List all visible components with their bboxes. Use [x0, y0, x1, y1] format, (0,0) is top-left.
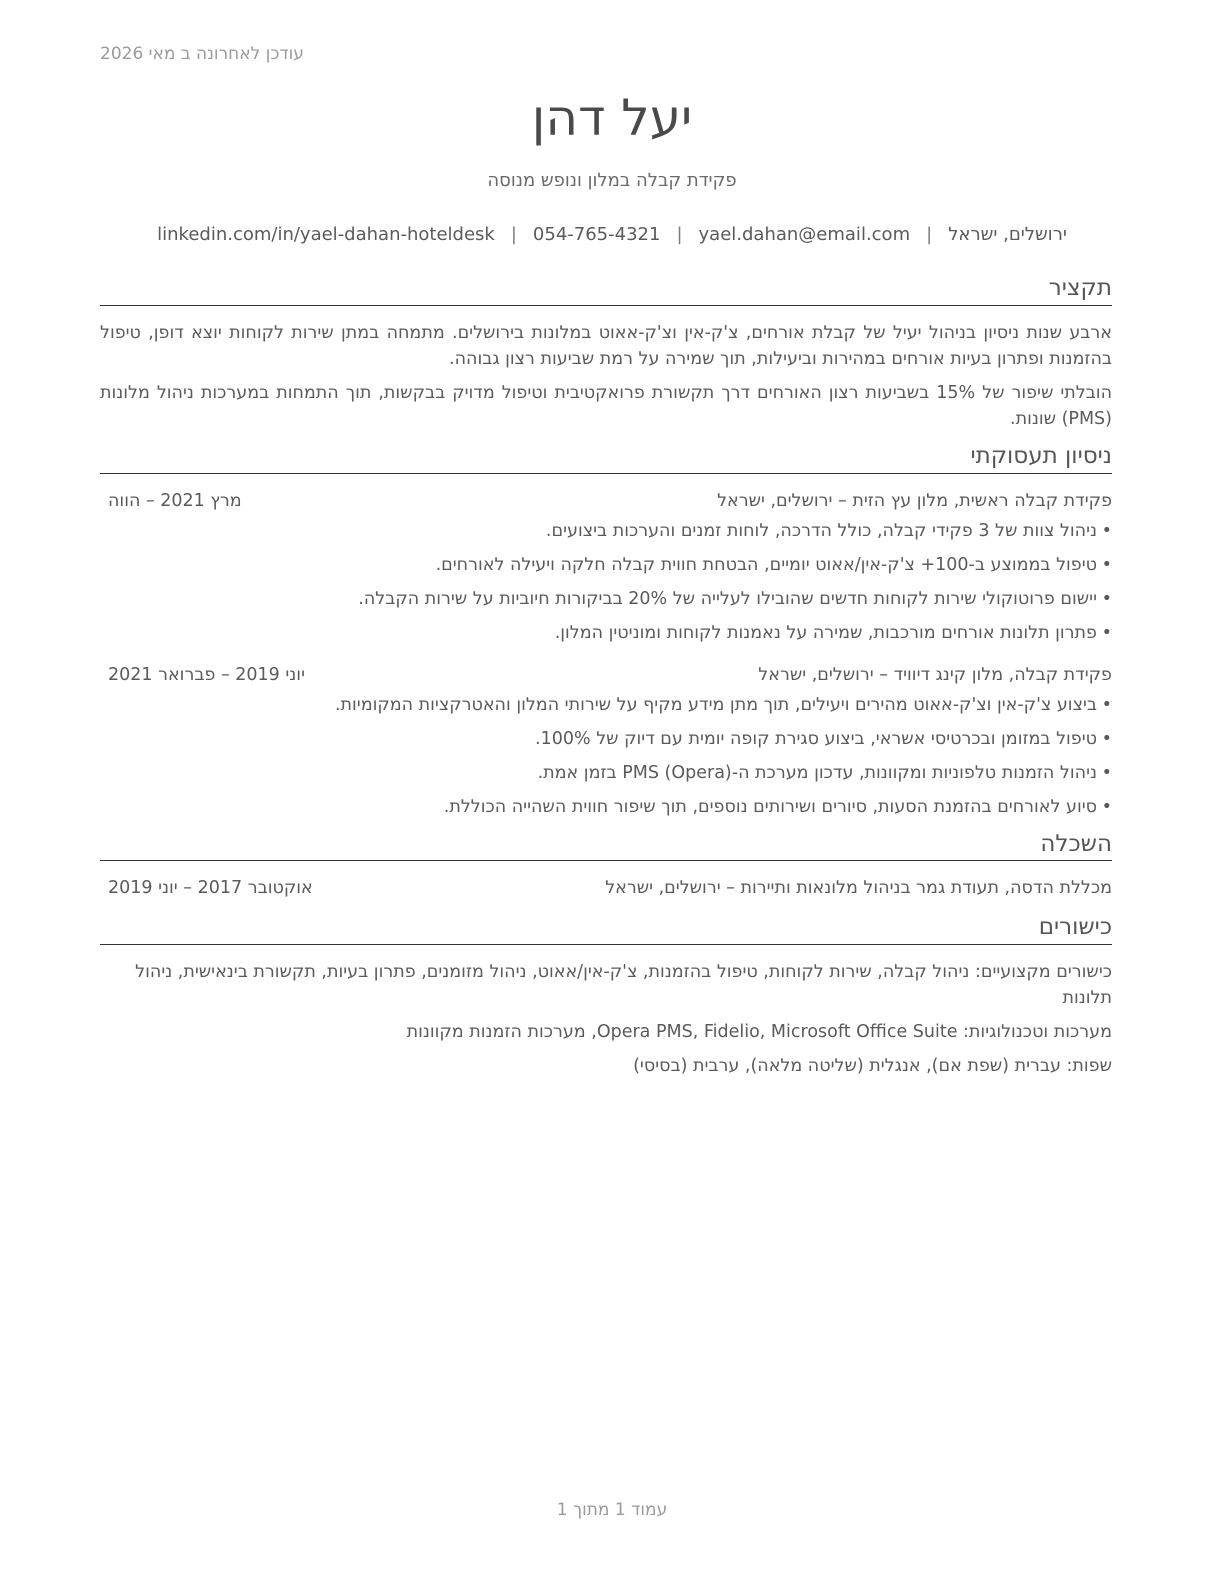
- skills-line: כישורים מקצועיים: ניהול קבלה, שירות לקוחות, טיפול בהזמנות, צ'ק-אין/אאוט, ניהול מזומנים, פתרון בעיות, תקשורת בינאישית, ניהול תלונות: [135, 962, 1112, 1008]
- education-entry: [100, 875, 1112, 901]
- contact-separator: |: [510, 224, 517, 245]
- job-bullet: • ניהול הזמנות טלפוניות ומקוונות, עדכון מערכת ה-PMS (Opera) בזמן אמת.: [100, 760, 1112, 786]
- job-bullets: [100, 518, 1112, 646]
- job-bullet: • יישום פרוטוקולי שירות לקוחות חדשים שהובילו לעלייה של 20% בביקורות חיוביות על שירות הקבלה.: [100, 586, 1112, 612]
- candidate-headline: פקידת קבלה במלון ונופש מנוסה: [487, 170, 737, 191]
- contact-location: ירושלים, ישראל: [948, 224, 1067, 245]
- job-bullet: • טיפול בממוצע ב-100+ צ'ק-אין/אאוט יומיים, הבטחת חווית קבלה חלקה ויעילה לאורחים.: [100, 552, 1112, 578]
- job-bullet: • סיוע לאורחים בהזמנת הסעות, סיורים ושירותים נוספים, תוך שיפור חווית השהייה הכוללת.: [100, 794, 1112, 820]
- job-header: [100, 488, 1112, 514]
- job-dates: יוני 2019 – פברואר 2021: [108, 664, 305, 685]
- job-bullet: • ביצוע צ'ק-אין וצ'ק-אאוט מהירים ויעילים, תוך מתן מידע מקיף על שירותי המלון והאטרקציות המקומיות.: [100, 692, 1112, 718]
- job-entry: [100, 662, 1112, 820]
- contact-line: [100, 224, 1124, 245]
- education-title: השכלה: [100, 830, 1112, 862]
- summary-section: [100, 274, 1112, 432]
- education-section: [100, 830, 1112, 902]
- skills-line: שפות: עברית (שפת אם), אנגלית (שליטה מלאה), ערבית (בסיסי): [633, 1056, 1112, 1076]
- skills-title: כישורים: [100, 913, 1112, 945]
- job-dates: מרץ 2021 – הווה: [108, 490, 242, 511]
- job-bullets: [100, 692, 1112, 820]
- job-bullet: • ניהול צוות של 3 פקידי קבלה, כולל הדרכה, לוחות זמנים והערכות ביצועים.: [100, 518, 1112, 544]
- education-institution: מכללת הדסה, תעודת גמר בניהול מלונאות ותיירות – ירושלים, ישראל: [605, 878, 1112, 899]
- summary-paragraph: ארבע שנות ניסיון בניהול יעיל של קבלת אורחים, צ'ק-אין וצ'ק-אאוט במלונות בירושלים. מתמחה במתן שירות לקוחות יוצא דופן, טיפול בהזמנות ופתרון בעיות אורחים במהירות וביעילות, תוך שמירה על רמת שביעות רצון גבוהה.: [100, 322, 1112, 369]
- experience-section: [100, 442, 1112, 820]
- page-number: עמוד 1 מתוך 1: [556, 1500, 668, 1520]
- job-bullet: • טיפול במזומן ובכרטיסי אשראי, ביצוע סגירת קופה יומית עם דיוק של 100%.: [100, 726, 1112, 752]
- candidate-name: יעל דהן: [531, 89, 693, 147]
- contact-linkedin[interactable]: linkedin.com/in/yael-dahan-hoteldesk: [157, 224, 495, 245]
- contact-separator: |: [926, 224, 933, 245]
- education-dates: אוקטובר 2017 – יוני 2019: [108, 878, 313, 899]
- summary-title: תקציר: [100, 274, 1112, 306]
- job-bullet: • פתרון תלונות אורחים מורכבות, שמירה על נאמנות לקוחות ומוניטין המלון.: [100, 620, 1112, 646]
- last-updated-text: עודכן לאחרונה ב מאי 2026: [100, 44, 304, 64]
- experience-title: ניסיון תעסוקתי: [100, 442, 1112, 474]
- job-entry: [100, 488, 1112, 646]
- contact-phone[interactable]: 054-765-4321: [532, 224, 661, 245]
- skills-line: מערכות וטכנולוגיות: Opera PMS, Fidelio, Microsoft Office Suite, מערכות הזמנות מקוונות: [406, 1022, 1112, 1042]
- contact-separator: |: [676, 224, 683, 245]
- contact-email[interactable]: yael.dahan@email.com: [698, 224, 911, 245]
- job-role: פקידת קבלה ראשית, מלון עץ הזית – ירושלים, ישראל: [717, 490, 1112, 511]
- summary-paragraph: הובלתי שיפור של 15% בשביעות רצון האורחים דרך תקשורת פרואקטיבית וטיפול מדויק בבקשות, תוך התמחות במערכות ניהול מלונות (PMS) שונות.: [100, 382, 1112, 429]
- job-role: פקידת קבלה, מלון קינג דיוויד – ירושלים, ישראל: [758, 664, 1112, 685]
- job-header: [100, 662, 1112, 688]
- resume-body: [100, 274, 1112, 1089]
- skills-section: [100, 913, 1112, 1079]
